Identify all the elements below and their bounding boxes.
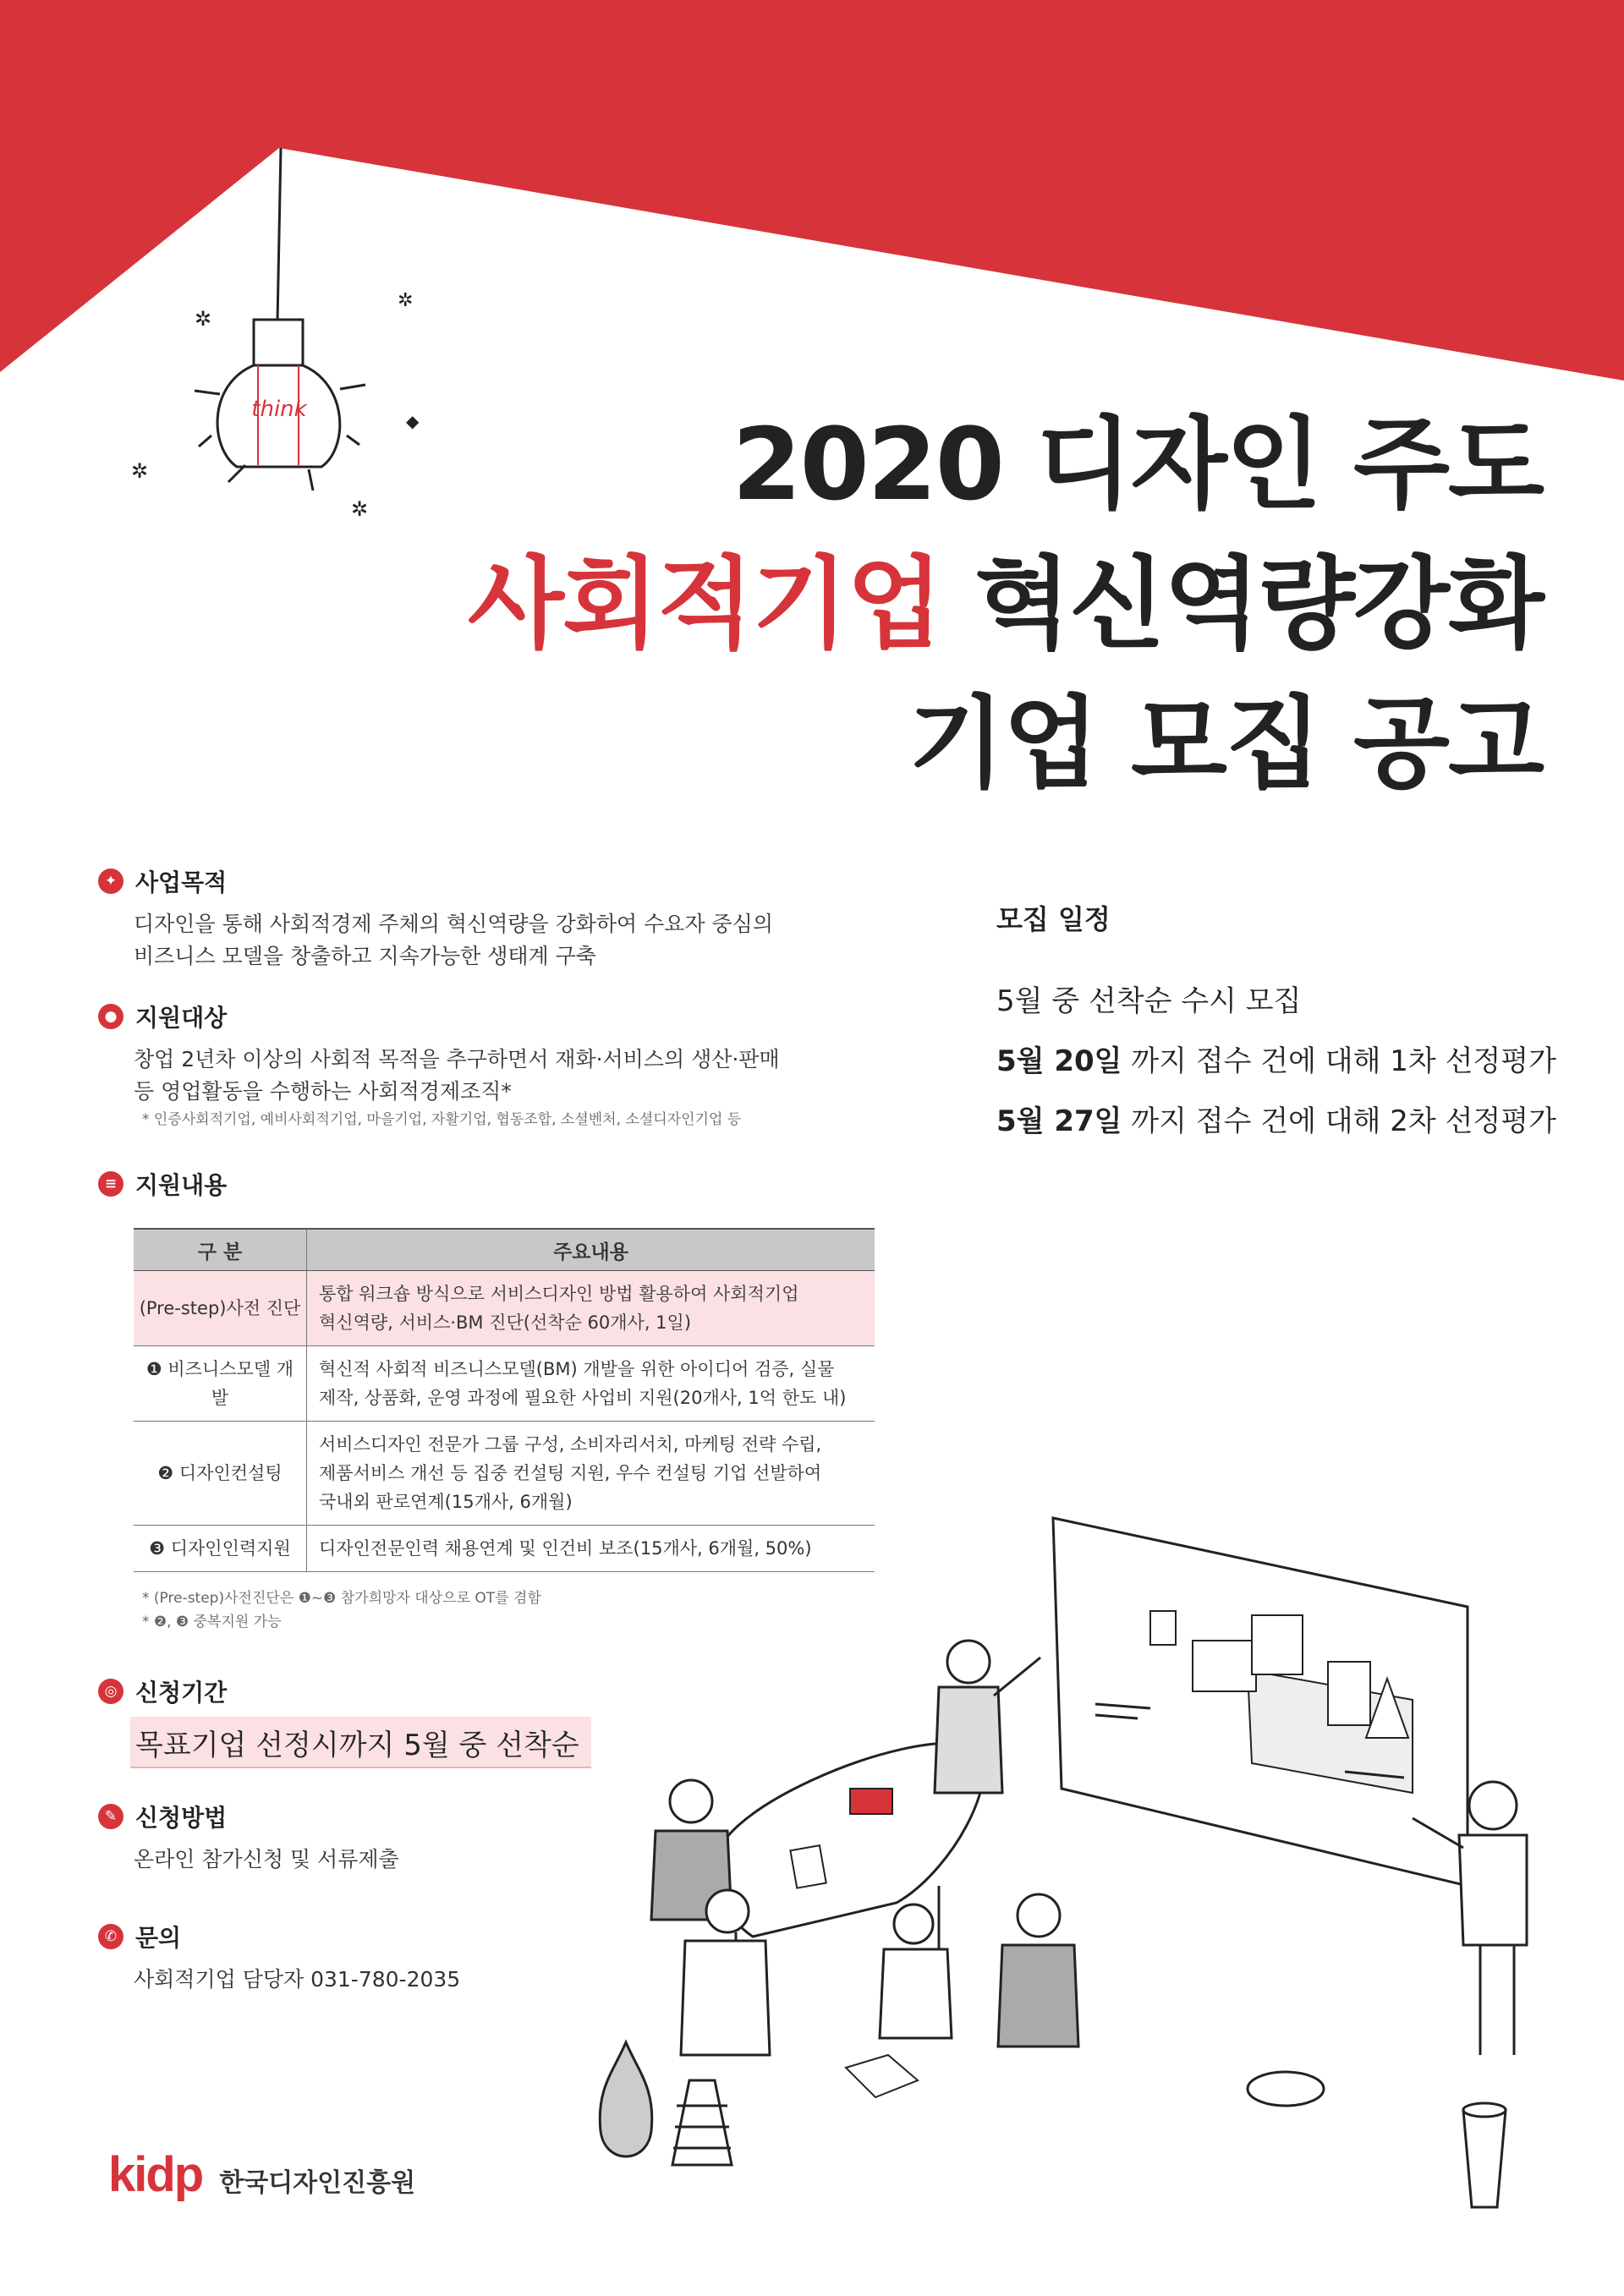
decorative-vases — [592, 2038, 744, 2207]
cell-line: 혁신역량, 서비스·BM 진단(선착순 60개사, 1일) — [319, 1312, 692, 1333]
target-note: * 인증사회적기업, 예비사회적기업, 마을기업, 자활기업, 협동조합, 소셜벤처, 소셜디자인기업 등 — [142, 1111, 742, 1128]
inquiry-text: 사회적기업 담당자 031-780-2035 — [134, 1967, 461, 1992]
logo-mark: kidp — [108, 2147, 203, 2202]
schedule-line-2-rest: 까지 접수 건에 대해 1차 선정평가 — [1122, 1044, 1556, 1078]
cell-line: 제작, 상품화, 운영 과정에 필요한 사업비 지원(20개사, 1억 한도 내) — [319, 1388, 847, 1408]
svg-text:✲: ✲ — [131, 459, 149, 483]
bulb-text: think — [251, 397, 307, 422]
organization-name: 한국디자인진흥원 — [219, 2168, 416, 2198]
svg-text:✲: ✲ — [195, 307, 212, 331]
section-inquiry-heading — [98, 1920, 181, 1954]
table-header-row — [134, 1229, 875, 1271]
section-label: 지원대상 — [135, 1004, 228, 1032]
table-cell-category: (Pre-step)사전 진단 — [134, 1271, 307, 1346]
section-purpose-heading — [98, 864, 227, 898]
cell-line: 통합 워크숍 방식으로 서비스디자인 방법 활용하여 사회적기업 — [319, 1284, 799, 1304]
cell-line: 혁신적 사회적 비즈니스모델(BM) 개발을 위한 아이디어 검증, 실물 — [319, 1359, 835, 1379]
schedule-line-2 — [996, 1038, 1588, 1079]
table-header-content: 주요내용 — [307, 1229, 875, 1271]
title-highlight: 사회적기업 — [468, 545, 941, 662]
method-text: 온라인 참가신청 및 서류제출 — [134, 1847, 399, 1871]
cell-line: 제품서비스 개선 등 집중 컨설팅 지원, 우수 컨설팅 기업 선발하여 — [319, 1463, 822, 1483]
section-content-heading — [98, 1167, 227, 1201]
cell-line: 디자인전문인력 채용연계 및 인건비 보조(15개사, 6개월, 50%) — [319, 1538, 812, 1559]
clock-icon: ◎ — [98, 1679, 123, 1704]
lightbulb-illustration — [118, 144, 474, 541]
table-cell-category: ❶ 비즈니스모델 개발 — [134, 1346, 307, 1422]
section-period-heading — [98, 1674, 227, 1708]
svg-text:✲: ✲ — [398, 290, 414, 311]
table-cell-category: ❷ 디자인컨설팅 — [134, 1422, 307, 1526]
section-method-heading — [98, 1800, 227, 1833]
schedule-date-1: 5월 20일 — [996, 1044, 1122, 1078]
table-header-category: 구 분 — [134, 1229, 307, 1271]
person-icon: ● — [98, 1004, 123, 1029]
schedule-date-2: 5월 27일 — [996, 1104, 1122, 1138]
section-label: 신청방법 — [135, 1804, 228, 1832]
table-cell-content — [307, 1271, 875, 1346]
purpose-line-1: 디자인을 통해 사회적경제 주체의 혁신역량을 강화하여 수요자 중심의 — [134, 912, 773, 936]
content-notes — [142, 1586, 541, 1634]
pencil-icon: ✎ — [98, 1804, 123, 1829]
cell-line: 국내외 판로연계(15개사, 6개월) — [319, 1492, 573, 1512]
period-highlight-text: 목표기업 선정시까지 5월 중 선착순 — [130, 1717, 591, 1768]
table-row — [134, 1422, 875, 1526]
target-line-1: 창업 2년차 이상의 사회적 목적을 추구하면서 재화·서비스의 생산·판매 — [134, 1047, 780, 1071]
section-purpose-body — [134, 908, 773, 973]
target-line-2: 등 영업활동을 수행하는 사회적경제조직* — [134, 1079, 512, 1104]
section-label: 사업목적 — [135, 869, 228, 896]
workshop-illustration — [609, 1514, 1573, 2258]
lightbulb-icon: ✦ — [98, 869, 123, 894]
schedule-line-3 — [996, 1098, 1588, 1139]
title-line-1: 2020 디자인 주도 — [732, 406, 1543, 523]
recruit-schedule — [996, 898, 1588, 1158]
section-label: 문의 — [135, 1924, 182, 1952]
kidp-logo — [108, 2146, 415, 2203]
title-line-3: 기업 모집 공고 — [908, 685, 1543, 802]
title-line-2 — [468, 545, 1543, 662]
section-target-heading — [98, 1000, 227, 1033]
schedule-heading: 모집 일정 — [996, 903, 1111, 935]
phone-icon: ✆ — [98, 1924, 123, 1949]
svg-text:◆: ◆ — [406, 411, 420, 431]
table-row — [134, 1271, 875, 1346]
table-row — [134, 1346, 875, 1422]
section-label: 신청기간 — [135, 1679, 228, 1707]
schedule-line-3-rest: 까지 접수 건에 대해 2차 선정평가 — [1122, 1104, 1556, 1138]
content-note-1: * (Pre-step)사전진단은 ❶~❸ 참가희망자 대상으로 OT를 겸함 — [142, 1590, 541, 1607]
schedule-line-1: 5월 중 선착순 수시 모집 — [996, 984, 1302, 1018]
title-line-2-rest: 혁신역량강화 — [941, 545, 1543, 662]
list-icon: ≡ — [98, 1171, 123, 1197]
svg-text:✲: ✲ — [351, 497, 369, 521]
purpose-line-2: 비즈니스 모델을 창출하고 지속가능한 생태계 구축 — [134, 944, 596, 968]
table-cell-content — [307, 1422, 875, 1526]
content-note-2: * ❷, ❸ 중복지원 가능 — [142, 1614, 282, 1630]
cell-line: 서비스디자인 전문가 그룹 구성, 소비자리서치, 마케팅 전략 수립, — [319, 1434, 822, 1455]
section-target-body — [134, 1044, 780, 1132]
section-label: 지원내용 — [135, 1171, 228, 1199]
table-cell-content — [307, 1346, 875, 1422]
table-cell-category: ❸ 디자인인력지원 — [134, 1526, 307, 1572]
